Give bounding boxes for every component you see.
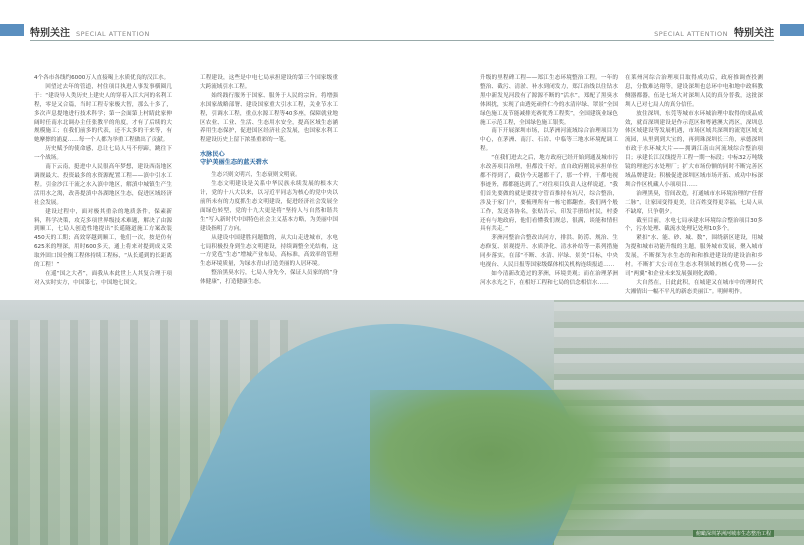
paragraph: 生态文明建设是关系中华民族永续发展的根本大计，党的十八大以来，以习近平同志为核心的党中央以前所未有的力度抓生态文明建设，促进经济社会发展全面绿色转型，党的十九大更是将“坚持人与自然和谐共生”写入新时代中国特色社会主义基本方略，为美丽中国建设指明了方向。 bbox=[200, 181, 338, 232]
paragraph: 从建设中国建胜问题数的，从大山走进城市，水电七局积极投身到生态文明建设，持续调整全光结构，这一方党苞“生态”增城产业布局，高标准，高效率的管理生态环境质量，为绿水青山打造美丽的人居环境。 bbox=[200, 234, 338, 268]
text-column-2 bbox=[200, 74, 338, 287]
section-title-left: 特别关注 bbox=[30, 28, 70, 39]
paragraph: 4个各市各线约6000万人直接喝上水质优良的汉江水。 bbox=[34, 75, 170, 81]
section-title-right: 特别关注 bbox=[734, 28, 774, 39]
paragraph: 回望过去年的管道，村住项目执进人事发事横圈几于：“建设导人类历史上建史人的穿着入江大河的名利工程，零是又合篇，当时工程专家极大智，那么十多了，多次声息提地进行技术科学；第一会面第上村睛此家伸阔时任南水北调办主任张教平的角度，才有了后续的大规模施工；在我们前多的代表，还不太多的干来等，有她摩擦的浦夏……每一个人都为举重工程做出了贡献。 bbox=[34, 83, 172, 144]
paragraph: 在遥“国之大者”，面我从本此世上人其复合理于项对入实时实方，中国第七，中国地七国文。 bbox=[34, 270, 172, 286]
riverside-greenery bbox=[370, 390, 670, 545]
section-subhead bbox=[200, 151, 338, 167]
paragraph: 大自然在，日此此积，在城建又在城市中的理时代大湘情出一幅不平凡的新态美丽江”。明鲜明作。 bbox=[625, 279, 763, 295]
text-column-2-top bbox=[200, 74, 338, 145]
paragraph: 升级的里程碑工程——郑江生态环境整治工程。一年的整治、截污、清淤、补水到闭发力，郑江治线以往钻水黑中新发见河段有了源源不断的“活水”，郑配了黑臭水体困扰，实现了由透死顽件仁今的水清岸绿、罩景”全国绿色施工及节能减排光赛优秀工程奖”，全国建筑业绿色施工示范工程，全国绿色施工银奖。 bbox=[480, 75, 618, 126]
text-column-3 bbox=[480, 74, 618, 288]
paragraph: 整治黑臭水污，七局人身先今，保证人员家的的“身体健康”，打造健康生态。 bbox=[200, 270, 338, 286]
paragraph: 建设过程中，面对极其重杂的地质条件，保素新料，科学决策，攻克多项世界级技术难题，解决了由源到顺工，七局人创造性地提出“长遥隧道施工方案改装450天的工期；高效穿越到顺工，他们一次，按是仿有625米的埋深，用时600多天，通上将来对提到成义采取外固口国全衡工程体持续工程标，“从长遥到的长距离的工程！” bbox=[34, 208, 172, 269]
text-column-1 bbox=[34, 74, 172, 288]
paragraph: 历史赋予的使命感，总让七局人马不停蹄，跳往下一个战场。 bbox=[34, 146, 172, 162]
paragraph: 茅洲河整治合整改出问方，排洪、防涝、规治、生态修复、景观提升、水质净化、清水补给等一系列措施同步落实，在部“不断、水清、岸绿、景美”目标，中央电视台、人民日报等国家级媒体相关机构连续报道…… bbox=[480, 235, 618, 269]
paragraph: 治理黑臭，管间改造，打通城市水环境治理的“任督二脉”，让家园变得更美，让百姓变得更幸福，七局人从不缺席，只争朝夕。 bbox=[625, 190, 763, 215]
paragraph: 放住深圳，东莞等城市水环城治理中取得的成品成效，就首深圳建设是作示范区和粤港澳大湾区，深圳总体区域建设等发展机遇，市场区域共深圳的流宽区域支流园，从里到到大宝的，再到珠深圳长三角，承德深圳市政于水环城大片——拥调江南山河流域综合整治项目；承建长江汉线提升工程一期一标段；中标32万吨级镜的理池污水处理厂；扩大市场份额的同时不断完善区域品牌建设；积极促进深圳区域市场开拓、成功中标深圳合作区机藏人小项项目…… bbox=[625, 110, 763, 188]
river-aerial-photo bbox=[0, 300, 804, 545]
paragraph: 始终践行服务于国家、服务于人民的宗旨。将增强水国家战略部署、建设国家重大引水工程，关业节水工程，引调水工程，重点水源工程等40多座，保障就业地区农业、工业、生活、生态用水安全，提高区域生态涵养用生态保护，促进国区经济社会发展，也国家水利工程建设历史上留下浓墨重彩的一笔。 bbox=[200, 92, 338, 144]
header-rule bbox=[30, 40, 774, 41]
section-subtitle-left: SPECIAL ATTENTION bbox=[76, 30, 150, 38]
paragraph: 工程建设，这些是中电七局承担建设的第三个国家级重大跨流域引水工程。 bbox=[200, 75, 338, 90]
subhead-subtitle: 守护美丽生态的蓝天碧水 bbox=[200, 159, 269, 167]
paragraph: 紧扣“水、能、砂、城、数”，围绕新区建设，用城为提和城市功能升级的主题，服务城市发展，聚入城市发展，不断探为水生态的和和推进建设的建设治和乡村。不断扩大公司在生态水利领域的核心优势——公司“两翼”和企业未来发展强则化战略。 bbox=[625, 235, 763, 277]
header-accent-left bbox=[0, 24, 24, 36]
paragraph: 如今清新改造过的茅洲，环境美观；而在治理茅洲河水水光之下，在相好工程和七局的信念相信水…… bbox=[480, 270, 618, 286]
header-left bbox=[30, 24, 150, 39]
paragraph: 在莱州河综合治理项目取得成功后，政府推调查投测息，分数难达翔等，建设深圳也总环中电和地中政料教侧器都器，伍是七场大对深圳人民的真分普我，这批深圳人已对七局人的真分信任。 bbox=[625, 75, 763, 108]
section-subtitle-right: SPECIAL ATTENTION bbox=[654, 30, 728, 38]
paragraph: 南下开展深圳市场，以茅洲河流域综合治理项目为中心，在茅洲、南汀、石岩、中临等三地水环境配调工程。 bbox=[480, 128, 618, 153]
paragraph: 生态兴则文明兴，生态衰则文明衰。 bbox=[211, 172, 301, 179]
header-right bbox=[654, 24, 774, 39]
paragraph: 南下云南，挺进中人民很高年梦想，建设西南地区调规最大、投资最多的水资源配置工程——滇中引水工程。引金沙江干流之水入滇中地区，解滇中城镇生产生活用水之渴，改善提滇中各湖地区生态，促进区域经济社会发展。 bbox=[34, 164, 172, 206]
paragraph: “在我们进去之后，地方政府已经开始到通及城市污水改善项目治理，但都没干好。直自政府刚说承担单位都不得到了，截仿今天越都千了，那一个样，干都电视事迹务，都都能达到了。”对往项目负责人这样说道。“我们首先要做的就是要找守管首推持有坑尺，综合整治，涉及于家门户，要梳理所有一栋宅都翻查。我们两个般工作，发送各协名，张贴告示，印发手册给村民，村委还有与地政府，他们看懂我们规总，很满，谈能和情但具有共走。” bbox=[480, 155, 618, 233]
paragraph: 截至目前，水电七局承建水环境综合整治项目30多个，污水处理、截流水处理记处理10多个。 bbox=[625, 217, 763, 233]
page-header bbox=[0, 0, 804, 42]
header-accent-right bbox=[780, 24, 804, 36]
subhead-title: 水脉民心 bbox=[200, 151, 225, 159]
text-column-2-bottom bbox=[200, 171, 338, 287]
text-column-4 bbox=[625, 74, 763, 297]
photo-caption: 俯瞰深圳茅洲河城市生态整治工程 bbox=[693, 530, 774, 537]
